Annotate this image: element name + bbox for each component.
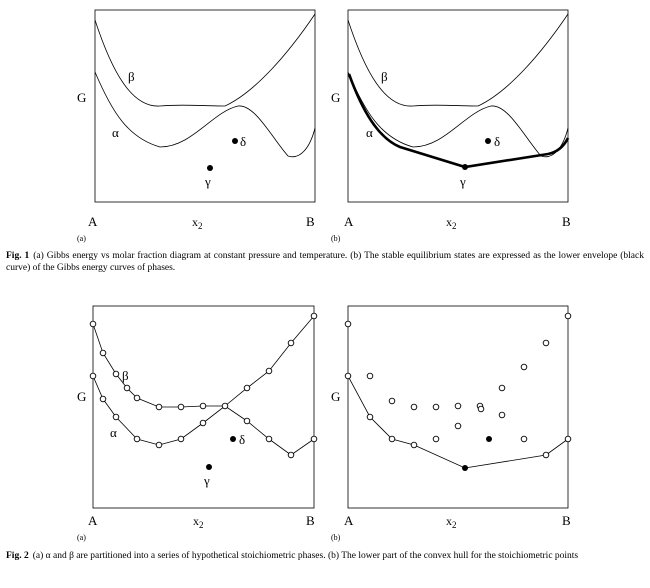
fig1b-alpha-label: α bbox=[366, 125, 373, 140]
fig2a-beta-points bbox=[90, 313, 317, 410]
fig1b-delta-point bbox=[485, 138, 491, 144]
figure-1-caption-text: (a) Gibbs energy vs molar fraction diagram at constant pressure and temperature. (b) The stable equilibrium states are expressed as the lower envelope (black curve) of the Gibbs energy curves of phases. bbox=[6, 251, 644, 273]
fig2a-axis-g: G bbox=[77, 389, 87, 404]
fig1b-tag: (b) bbox=[331, 234, 341, 243]
figure-2-caption-text: (a) α and β are partitioned into a series of hypothetical stoichiometric phases. (b) The lower part of the convex hull for the stoichiometric points bbox=[32, 551, 579, 561]
figure-2-svg bbox=[0, 296, 650, 542]
figure-2-caption-label: Fig. 2 bbox=[6, 551, 29, 561]
fig2-panel-b bbox=[331, 306, 571, 542]
fig1b-axis-b: B bbox=[562, 214, 571, 229]
fig2b-axis-a: A bbox=[344, 513, 354, 528]
fig1a-axis-a: A bbox=[88, 214, 98, 229]
fig1a-alpha-label: α bbox=[112, 125, 119, 140]
figure-1-caption-label: Fig. 1 bbox=[6, 251, 30, 261]
fig1-panel-a bbox=[77, 10, 315, 243]
fig2a-alpha-label: α bbox=[110, 425, 117, 440]
fig1a-tag: (a) bbox=[77, 234, 86, 243]
fig1b-delta-label: δ bbox=[494, 134, 501, 149]
fig2a-delta-label: δ bbox=[239, 432, 246, 447]
fig2a-tag: (a) bbox=[77, 533, 86, 542]
fig1b-alpha-curve bbox=[348, 72, 568, 157]
fig1a-alpha-curve bbox=[95, 72, 315, 157]
fig2b-gamma-point bbox=[462, 465, 468, 471]
figure-1 bbox=[0, 0, 650, 243]
fig1b-axis-a: A bbox=[344, 214, 354, 229]
figure-1-svg bbox=[0, 0, 650, 243]
figure-2 bbox=[0, 296, 650, 542]
figure-2-caption bbox=[6, 550, 644, 562]
fig1b-axis-x: $x_2$ bbox=[446, 215, 457, 231]
fig1a-axis-g: G bbox=[77, 90, 87, 105]
fig2b-convex-hull bbox=[348, 376, 568, 468]
fig2a-alpha-points bbox=[90, 373, 317, 458]
fig1a-delta-point bbox=[232, 138, 238, 144]
fig1a-gamma-label: γ bbox=[205, 174, 211, 189]
fig2b-tag: (b) bbox=[331, 533, 341, 542]
fig1a-gamma-point bbox=[207, 165, 213, 171]
fig1a-delta-label: δ bbox=[240, 134, 247, 149]
fig1b-beta-label: β bbox=[381, 69, 388, 84]
fig2a-gamma-label: γ bbox=[204, 473, 210, 488]
fig2a-axis-a: A bbox=[88, 513, 98, 528]
fig2b-stoichiometric-points bbox=[345, 313, 571, 458]
fig2a-beta-polyline bbox=[93, 316, 314, 407]
fig1b-gamma-point bbox=[462, 164, 468, 170]
fig1b-axis-g: G bbox=[331, 90, 341, 105]
fig2b-axis-x: $x_2$ bbox=[446, 514, 457, 530]
figure-1-caption bbox=[6, 250, 644, 274]
fig1a-axis-x: $x_2$ bbox=[192, 215, 203, 231]
fig1a-axis-b: B bbox=[306, 214, 315, 229]
fig2a-gamma-point bbox=[206, 464, 212, 470]
fig2-panel-a bbox=[77, 306, 317, 542]
fig1b-gamma-label: γ bbox=[460, 174, 466, 189]
fig1-panel-b bbox=[331, 10, 571, 243]
fig1b-beta-curve bbox=[348, 14, 568, 106]
fig2b-axis-g: G bbox=[331, 389, 341, 404]
fig2a-beta-label: β bbox=[122, 368, 129, 383]
fig2b-axis-b: B bbox=[562, 513, 571, 528]
fig1b-frame bbox=[348, 10, 568, 202]
fig2a-axis-b: B bbox=[306, 513, 315, 528]
fig2a-axis-x: $x_2$ bbox=[193, 514, 204, 530]
fig1a-beta-curve bbox=[95, 14, 315, 106]
fig2a-delta-point bbox=[230, 436, 236, 442]
fig1b-lower-envelope bbox=[349, 74, 568, 167]
fig1a-beta-label: β bbox=[128, 69, 135, 84]
fig2b-delta-point bbox=[486, 436, 492, 442]
